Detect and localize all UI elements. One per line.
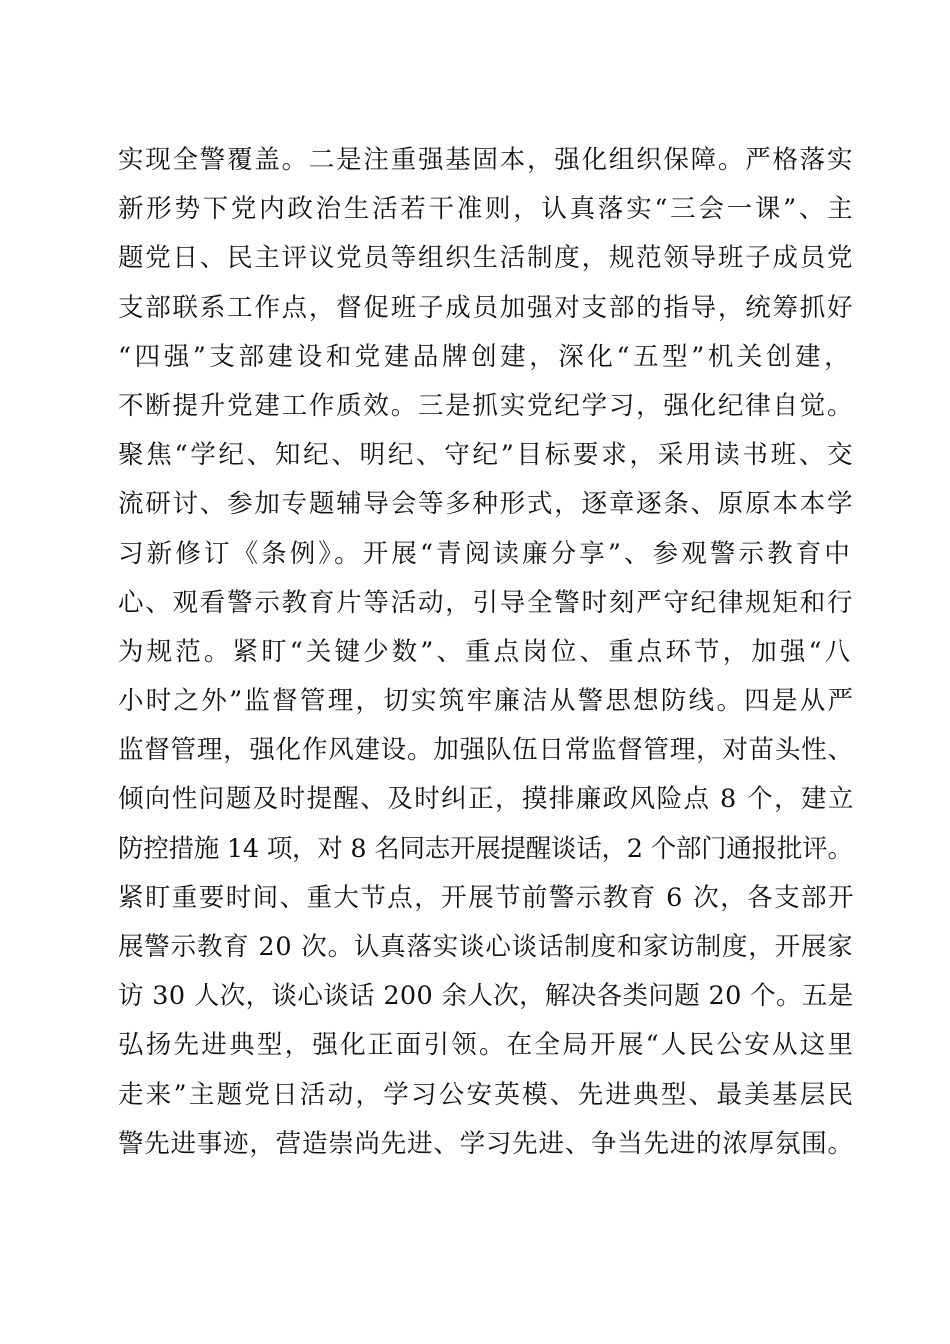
text-line-21: 警先进事迹，营造崇尚先进、学习先进、争当先进的浓厚氛围。: [118, 1128, 854, 1159]
text-line-12: 小时之外”监督管理，切实筑牢廉洁从警思想防线。四是从严: [118, 686, 856, 717]
text-line-6: 不断提升党建工作质效。三是抓实党纪学习，强化纪律自觉。: [118, 390, 855, 421]
text-line-10: 心、观看警示教育片等活动，引导全警时刻严守纪律规矩和行: [118, 587, 855, 618]
text-line-7: 聚焦“学纪、知纪、明纪、守纪”目标要求，采用读书班、交: [118, 440, 856, 471]
text-line-5: “四强”支部建设和党建品牌创建，深化“五型”机关创建，: [118, 341, 854, 372]
text-line-16: 紧盯重要时间、重大节点，开展节前警示教育 6 次，各支部开: [118, 882, 855, 913]
text-line-11: 为规范。紧盯“关键少数”、重点岗位、重点环节，加强“八: [118, 636, 854, 667]
text-line-20: 走来”主题党日活动，学习公安英模、先进典型、最美基层民: [118, 1079, 856, 1110]
text-line-9: 习新修订《条例》。开展“青阅读廉分享”、参观警示教育中: [118, 538, 853, 569]
text-line-18: 访 30 人次，谈心谈话 200 余人次，解决各类问题 20 个。五是: [118, 981, 854, 1012]
text-line-13: 监督管理，强化作风建设。加强队伍日常监督管理，对苗头性、: [118, 735, 854, 766]
text-line-8: 流研讨、参加专题辅导会等多种形式，逐章逐条、原原本本学: [118, 489, 855, 520]
text-line-1: 实现全警覆盖。二是注重强基固本，强化组织保障。严格落实: [118, 145, 855, 175]
text-line-15: 防控措施 14 项，对 8 名同志开展提醒谈话，2 个部门通报批评。: [118, 833, 853, 864]
text-line-19: 弘扬先进典型，强化正面引领。在全局开展“人民公安从这里: [118, 1030, 856, 1061]
text-line-17: 展警示教育 20 次。认真落实谈心谈话制度和家访制度，开展家: [118, 932, 854, 962]
body-paragraph: [118, 136, 856, 1169]
text-line-2: 新形势下党内政治生活若干准则，认真落实“三会一课”、主: [118, 194, 856, 225]
text-line-14: 倾向性问题及时提醒、及时纠正，摸排廉政风险点 8 个，建立: [118, 784, 855, 815]
text-line-3: 题党日、民主评议党员等组织生活制度，规范领导班子成员党: [118, 243, 855, 274]
text-line-4: 支部联系工作点，督促班子成员加强对支部的指导，统筹抓好: [118, 292, 855, 323]
